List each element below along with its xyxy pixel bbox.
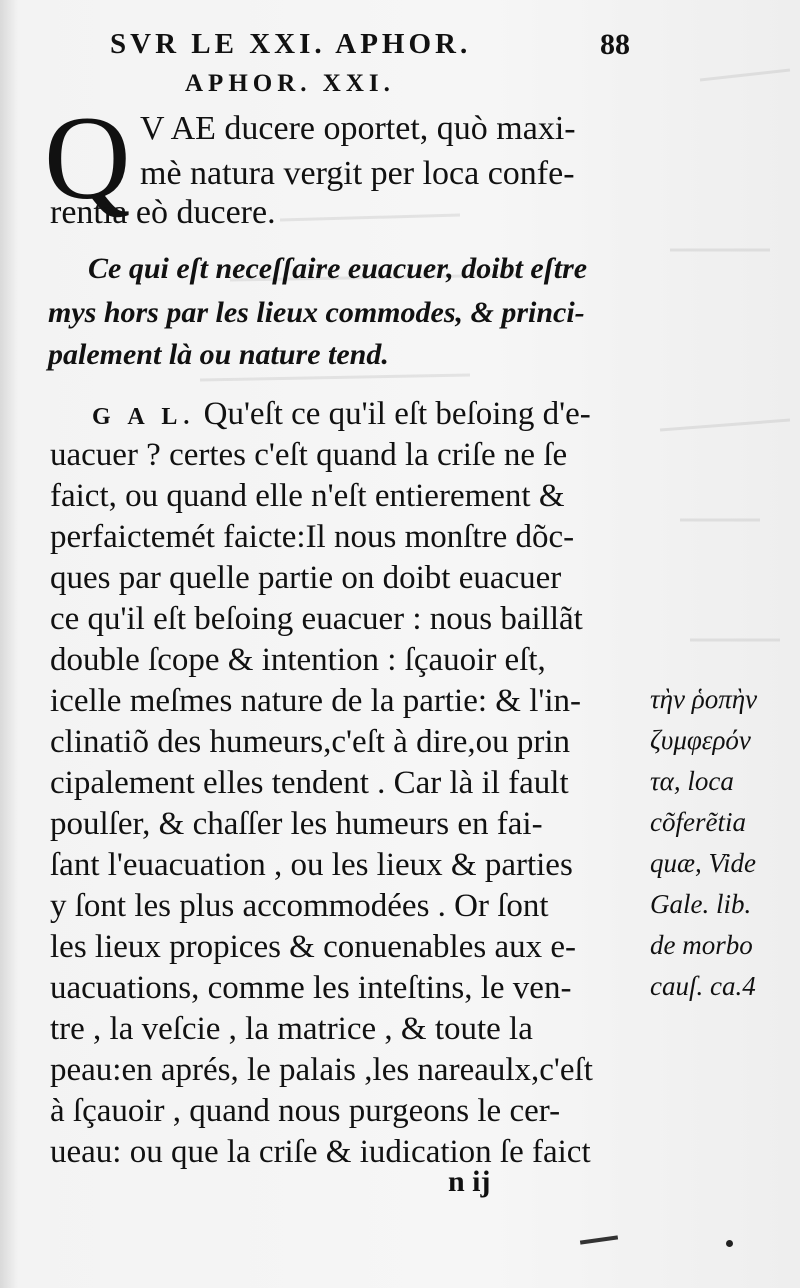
commentary-line: ueau: ou que la criſe & iudication ſe faict (50, 1134, 591, 1170)
marginal-note-line: Gale. lib. (650, 889, 752, 919)
commentary-line: cipalement elles tendent . Car là il fault (50, 765, 569, 801)
signature-mark: n ij (448, 1165, 491, 1198)
commentary-line: ce qu'il eſt beſoing euacuer : nous baillãt (50, 601, 583, 637)
commentary-line: uacuations, comme les inteſtins, le ven- (50, 970, 572, 1006)
commentary-line: tre , la veſcie , la matrice , & toute la (50, 1011, 533, 1047)
latin-line: mè natura vergit per loca confe- (140, 155, 575, 192)
commentary-line: icelle meſmes nature de la partie: & l'in- (50, 683, 581, 719)
commentary-line: à ſçauoir , quand nous purgeons le cer- (50, 1093, 561, 1129)
ink-dot (726, 1240, 733, 1247)
commentary-line: clinatiõ des humeurs,c'eſt à dire,ou prin (50, 724, 571, 760)
french-line: palement là ou nature tend. (48, 338, 389, 371)
commentary-line: y ſont les plus accommodées . Or ſont (50, 888, 549, 924)
marginal-note-line: cõferẽtia (650, 807, 746, 837)
commentary-line: ſant l'euacuation , ou les lieux & parties (50, 847, 573, 883)
drop-cap: Q (44, 91, 131, 224)
commentary-line: Qu'eſt ce qu'il eſt beſoing d'e- (203, 396, 591, 432)
page-header (100, 22, 660, 72)
marginal-note-line: τα, loca (650, 766, 734, 796)
commentary-first-line (92, 396, 591, 433)
latin-line: rentia eò ducere. (50, 194, 276, 231)
french-line: mys hors par les lieux commodes, & princi- (48, 296, 585, 329)
marginal-note-line: cauſ. ca.4 (650, 971, 756, 1001)
marginal-note-line: ζυμφερόν (650, 725, 751, 755)
commentary-line: faict, ou quand elle n'eſt entierement & (50, 478, 565, 514)
commentary-line: les lieux propices & conuenables aux e- (50, 929, 576, 965)
running-head: SVR LE XXI. APHOR. (110, 28, 472, 60)
page-number: 88 (600, 28, 630, 61)
commentary-line: ques par quelle partie on doibt euacuer (50, 560, 562, 596)
aphorism-title: APHOR. XXI. (185, 70, 395, 97)
commentary-line: uacuer ? certes c'eſt quand la criſe ne ſe (50, 437, 568, 473)
latin-line: V AE ducere oportet, quò maxi- (140, 110, 576, 147)
commentary-line: peau:en aprés, le palais ,les nareaulx,c'eſt (50, 1052, 593, 1088)
marginal-note-line: quæ, Vide (650, 848, 756, 878)
commentary-line: poulſer, & chaſſer les humeurs en fai- (50, 806, 543, 842)
marginal-note-line: de morbo (650, 930, 753, 960)
commentary-label: G A L. (92, 404, 196, 430)
commentary-line: perfaictemét faicte:Il nous monſtre dõc- (50, 519, 575, 555)
french-line: Ce qui eſt neceſſaire euacuer, doibt eſtre (88, 252, 588, 285)
commentary-line: double ſcope & intention : ſçauoir eſt, (50, 642, 546, 678)
marginal-note-line: τὴν ῥοπὴν (650, 684, 758, 714)
